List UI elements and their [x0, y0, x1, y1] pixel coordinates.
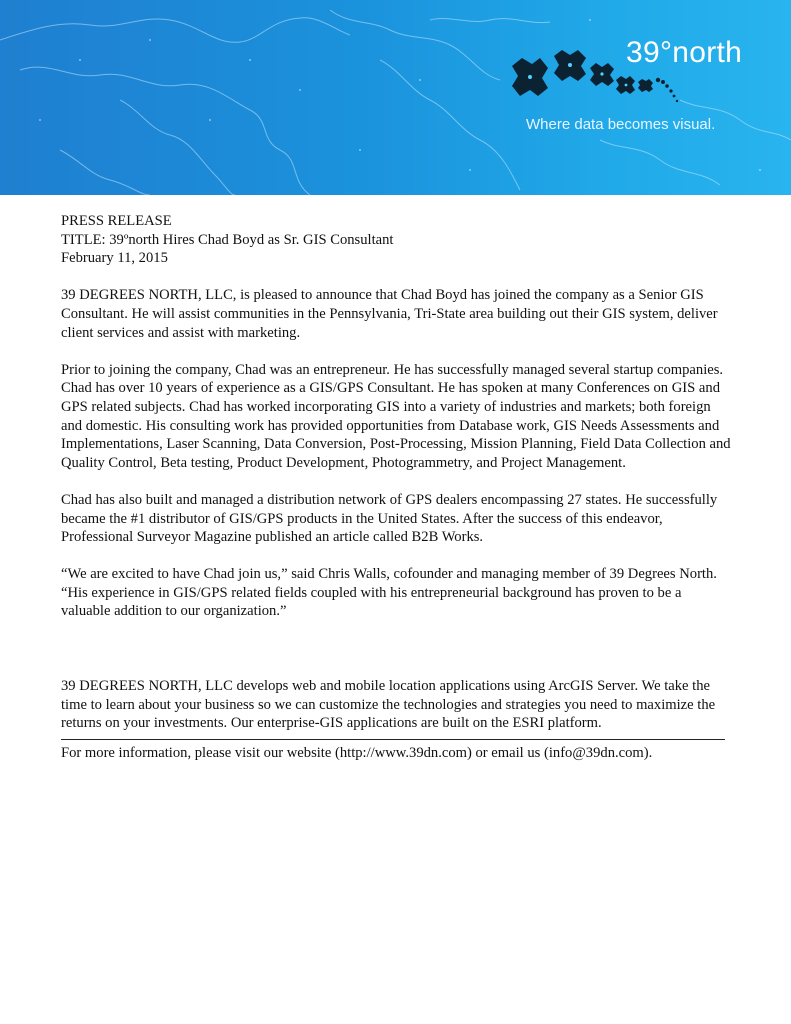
- brand-name: 39°north: [626, 36, 743, 69]
- paragraph-quote: “We are excited to have Chad join us,” said Chris Walls, cofounder and managing member of 39 Degrees North. “His experience in GIS/GPS related fields coupled with his entrepreneurial background has proven to be a valuable addition to our organization.”: [61, 566, 717, 620]
- brand-tagline: Where data becomes visual.: [526, 116, 716, 133]
- paragraph-background: Prior to joining the company, Chad was an entrepreneur. He has successfully managed several startup companies. Chad has over 10 years of experience as a GIS/GPS Consultant. He has spoken at many Conferences on GIS and GPS related subjects. Chad has worked incorporating GIS into a variety of industries and markets; both foreign and domestic. His consulting work has provided opportunities from Database work, GIS Needs Assessments and Implementations, Laser Scanning, Data Conversion, Post-Processing, Mission Planning, Field Data Collection and Quality Control, Beta testing, Product Development, Photogrammetry, and Project Management.: [61, 361, 731, 471]
- header-banner: [0, 0, 791, 195]
- press-release-body: [61, 212, 731, 762]
- release-title: TITLE: 39ºnorth Hires Chad Boyd as Sr. GIS Consultant: [61, 231, 394, 248]
- paragraph-distribution: Chad has also built and managed a distribution network of GPS dealers encompassing 27 states. He successfully became the #1 distributor of GIS/GPS products in the United States. After the success of this endeavor, Professional Surveyor Magazine published an article called B2B Works.: [61, 491, 718, 546]
- divider: [61, 739, 725, 740]
- about-company: 39 DEGREES NORTH, LLC develops web and mobile location applications using ArcGIS Server. We take the time to learn about your business so we can customize the technologies and strategies you need to maximize the returns on your investments. Our enterprise-GIS applications are built on the ESRI platform.: [61, 678, 716, 732]
- release-header: [61, 212, 731, 268]
- contact-info: For more information, please visit our website (http://www.39dn.com) or email us (info@39dn.com).: [61, 744, 653, 761]
- release-label: PRESS RELEASE: [61, 213, 172, 229]
- release-date: February 11, 2015: [61, 250, 168, 267]
- paragraph-announcement: 39 DEGREES NORTH, LLC, is pleased to announce that Chad Boyd has joined the company as a Senior GIS Consultant. He will assist communities in the Pennsylvania, Tri-State area building out their GIS system, deliver client services and assist with marketing.: [61, 287, 718, 341]
